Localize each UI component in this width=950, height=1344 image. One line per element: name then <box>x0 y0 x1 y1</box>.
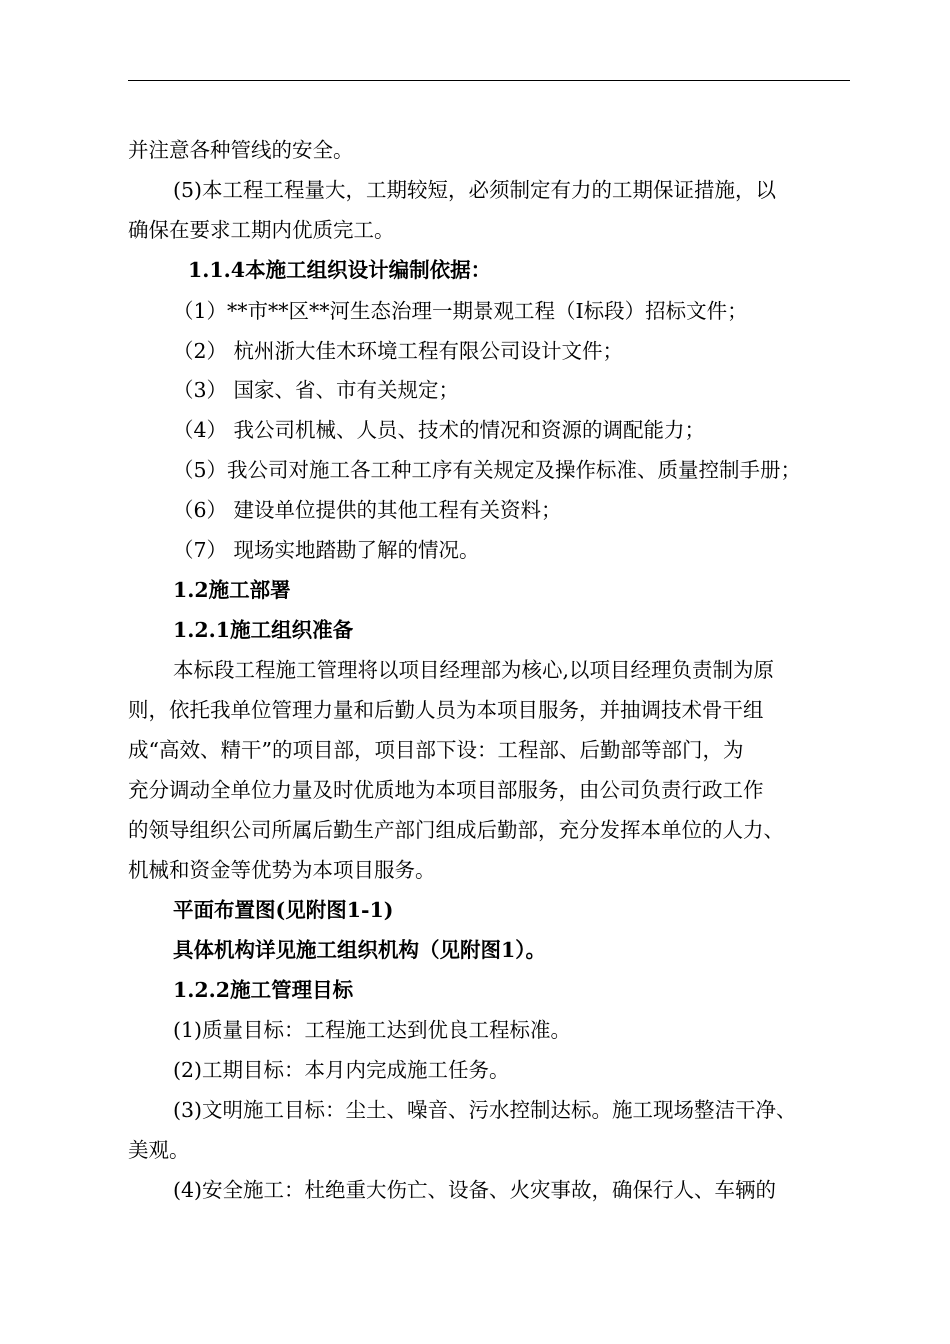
section-heading: 1.2.1施工组织准备 <box>173 618 354 642</box>
list-item: （3） 国家、省、市有关规定； <box>173 378 460 402</box>
body-line: 并注意各种管线的安全。 <box>128 138 354 162</box>
body-line: 机械和资金等优势为本项目服务。 <box>128 858 436 882</box>
body-line: 则，依托我单位管理力量和后勤人员为本项目服务，并抽调技术骨干组 <box>128 698 764 722</box>
section-heading: 1.2施工部署 <box>173 578 291 602</box>
body-line: (5)本工程工程量大，工期较短，必须制定有力的工期保证措施，以 <box>173 178 777 202</box>
figure-reference: 具体机构详见施工组织机构（见附图1）。 <box>173 938 547 962</box>
list-item: （5）我公司对施工各工种工序有关规定及操作标准、质量控制手册； <box>173 458 802 482</box>
section-heading: 1.2.2施工管理目标 <box>173 978 354 1002</box>
body-line: 确保在要求工期内优质完工。 <box>128 218 395 242</box>
list-item: （6） 建设单位提供的其他工程有关资料； <box>173 498 562 522</box>
body-line: 本标段工程施工管理将以项目经理部为核心,以项目经理负责制为原 <box>173 658 775 682</box>
list-item: (2)工期目标：本月内完成施工任务。 <box>173 1058 510 1082</box>
body-line: 的领导组织公司所属后勤生产部门组成后勤部，充分发挥本单位的人力、 <box>128 818 784 842</box>
body-line: 充分调动全单位力量及时优质地为本项目部服务，由公司负责行政工作 <box>128 778 764 802</box>
figure-reference: 平面布置图(见附图1-1) <box>173 898 394 922</box>
body-line: 成“高效、精干”的项目部，项目部下设：工程部、后勤部等部门，为 <box>128 738 744 762</box>
list-item: (3)文明施工目标：尘土、噪音、污水控制达标。施工现场整洁干净、 <box>173 1098 797 1122</box>
list-item: （4） 我公司机械、人员、技术的情况和资源的调配能力； <box>173 418 706 442</box>
section-heading: 1.1.4本施工组织设计编制依据： <box>188 258 492 282</box>
list-item: (1)质量目标：工程施工达到优良工程标准。 <box>173 1018 572 1042</box>
header-rule <box>128 80 850 81</box>
list-item: （1）**市**区**河生态治理一期景观工程（Ⅰ标段）招标文件； <box>173 299 748 323</box>
list-item: (4)安全施工：杜绝重大伤亡、设备、火灾事故，确保行人、车辆的 <box>173 1178 777 1202</box>
list-item: （7） 现场实地踏勘了解的情况。 <box>173 538 480 562</box>
body-line: 美观。 <box>128 1138 190 1162</box>
list-item: （2） 杭州浙大佳木环境工程有限公司设计文件； <box>173 339 624 363</box>
